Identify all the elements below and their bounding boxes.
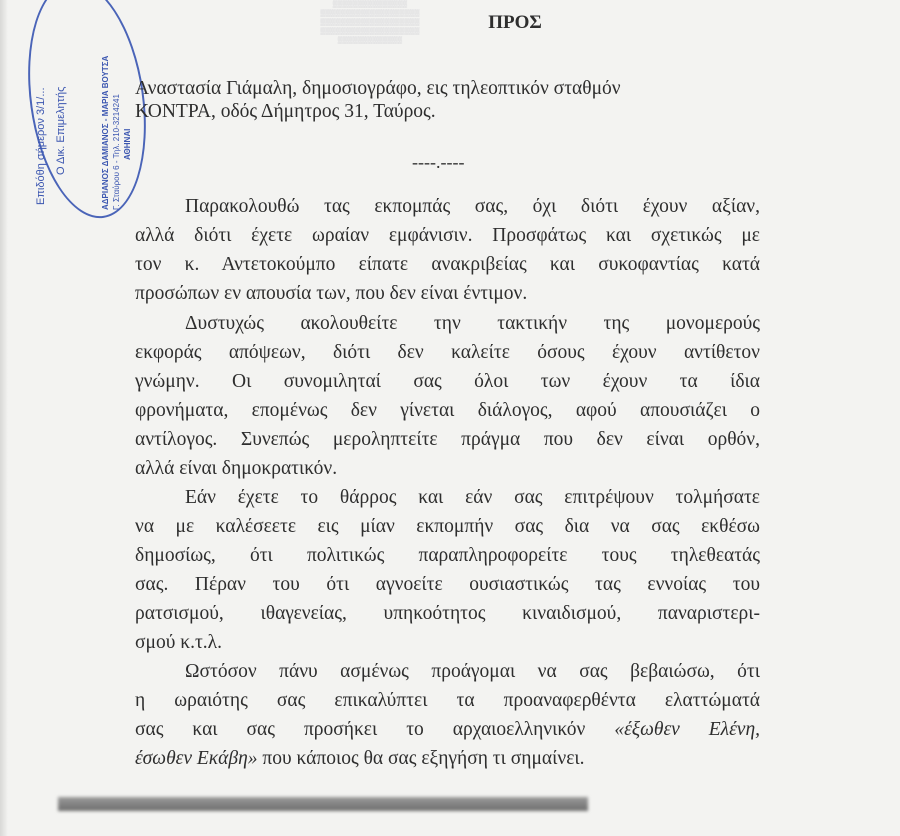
letter-line: Ωστόσον πάνυ ασμένως προάγομαι να σας βεβαιώσω, ότι (185, 661, 760, 682)
letter-line: αλλά διότι έχετε ωραίαν εμφάνισιν. Προσφάτως και σχετικώς με (135, 225, 760, 246)
letter-line: προσώπων εν απουσία των, που δεν είναι έντιμον. (135, 283, 528, 304)
letter-line: Εάν έχετε το θάρρος και εάν σας επιτρέψουν τολμήσατε (185, 487, 760, 508)
letter-line: να με καλέσεετε εις μίαν εκπομπήν σας δια να σας εκθέσω (135, 516, 760, 537)
letter-line: τον κ. Αντετοκούμπο είπατε ανακριβείας και συκοφαντίας κατά (135, 254, 760, 275)
separator: ----.---- (412, 152, 465, 172)
scan-edge-shadow (0, 0, 8, 836)
letter-line: αλλά είναι δημοκρατικόν. (135, 458, 338, 479)
line-text: σας και σας προσήκει το αρχαιοελληνικόν (135, 719, 586, 740)
faint-letterhead-stamp: ▒▒▒▒▒▒▒▒▒▒▒▒▒▒▒ ▒▒▒▒▒▒▒▒▒▒▒▒▒▒▒▒▒▒▒▒ ▒▒▒▒▒▒▒▒▒▒▒▒▒▒▒▒▒▒▒▒ ▒▒▒▒▒▒▒▒▒▒▒▒▒▒▒▒▒▒▒▒ ▒▒▒▒▒▒▒▒▒▒▒▒▒ (320, 1, 420, 44)
letter-line: η ωραιότης σας επικαλύπτει τα προαναφερθέντα ελαττώματά (135, 690, 760, 711)
letter-line: σμού κ.τ.λ. (135, 632, 222, 653)
letter-line: Δυστυχώς ακολουθείτε την τακτικήν της μονομερούς (185, 313, 760, 334)
letter-heading: ΠΡΟΣ (488, 12, 542, 33)
recipient-line-2: ΚΟΝΤΡΑ, οδός Δήμητρος 31, Ταύρος. (135, 101, 436, 122)
recipient-line-1: Αναστασία Γιάμαλη, δημοσιογράφο, εις τηλεοπτικόν σταθμόν (135, 78, 621, 99)
stamp-served-line: Επιδόθη σήμερον 3/1/... (35, 87, 47, 205)
stamp-names: ΑΔΡΙΑΝΟΣ ΔΑΜΙΑΝΟΣ - ΜΑΡΙΑ ΒΟΥΤΣΑ (101, 55, 110, 210)
letter-line: δημοσίως, ότι πολιτικώς παραπληροφορείτε τους τηλεθεατάς (135, 545, 760, 566)
letter-line (135, 719, 760, 741)
closing-text: που κάποιος θα σας εξηγήση τι σημαίνει. (257, 748, 585, 769)
letter-line: φρονήματα, επομένως δεν γίνεται διάλογος, αφού απουσιάζει ο (135, 400, 760, 421)
letter-line: ρατσισμού, ιθαγενείας, υπηκοότητος κιναιδισμού, παναριστερι- (135, 603, 760, 624)
quote-part-2: έσωθεν Εκάβη» (135, 748, 258, 769)
stamp-officer: Ο Δικ. Επιμελητής (55, 86, 67, 175)
letter-line: γνώμην. Οι συνομιληταί σας όλοι των έχουν τα ίδια (135, 371, 760, 392)
letter-line: αντίλογος. Συνεπώς μεροληπτείτε πράγμα που δεν είναι ορθόν, (135, 429, 760, 450)
stamp-address: Γ. Σταύρου 6 - Τηλ. 210-3214241 (112, 94, 121, 210)
letter-line: Παρακολουθώ τας εκπομπάς σας, όχι διότι έχουν αξίαν, (185, 196, 760, 217)
quote-part-1: «έξωθεν Ελένη, (614, 719, 761, 740)
letter-line: εκφοράς απόψεων, διότι δεν καλείτε όσους έχουν αντίθετον (135, 342, 760, 363)
letter-line: σας. Πέραν του ότι αγνοείτε ουσιαστικώς τας εννοίας του (135, 574, 760, 595)
scan-bottom-shadow (58, 797, 588, 811)
stamp-city: ΑΘΗΝΑΙ (123, 128, 132, 160)
letter-line (135, 748, 760, 770)
